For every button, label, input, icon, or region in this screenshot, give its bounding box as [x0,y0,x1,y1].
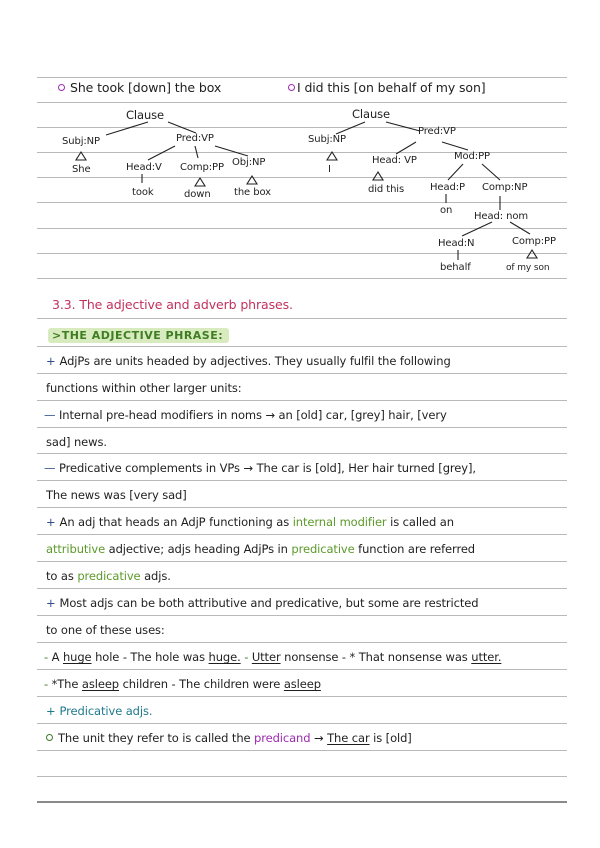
dash-icon: — [44,461,59,475]
note-d2a: — Predicative complements in VPs → The car is [old], Her hair turned [grey], [44,461,476,475]
note-p5: The unit they refer to is called the predicand → The car is [old] [46,731,412,745]
tree2-head-nom: Head: nom [474,211,528,222]
tree1-comp-pp: Comp:PP [180,162,224,173]
note-p1a: + AdjPs are units headed by adjectives. They usually fulfil the following [46,354,451,368]
section-subtitle: >THE ADJECTIVE PHRASE: [48,324,229,343]
note-d2b: The news was [very sad] [46,488,187,502]
tree2-on: on [440,205,453,216]
note-p2-line1: + An adj that heads an AdjP functioning as internal modifier is called an [46,515,454,529]
plus-icon: + [46,354,56,368]
tree2-head-p: Head:P [430,182,465,193]
note-p4: + Predicative adjs. [46,704,153,718]
note-p2-line3: to as predicative adjs. [46,569,171,583]
section-title: 3.3. The adjective and adverb phrases. [52,297,293,312]
tree1-took: took [132,187,154,198]
dash-icon: - [244,650,252,664]
tree1-she: She [72,164,91,175]
tree2-clause: Clause [352,107,391,121]
tree2-title: I did this [on behalf of my son] [288,80,486,95]
tree1-head-v: Head:V [126,162,162,173]
plus-icon: + [46,596,56,610]
tree2-subj: Subj:NP [308,134,346,145]
tree1-down: down [184,189,211,200]
tree1-pred: Pred:VP [176,133,214,144]
tree2-of-my-son: of my son [506,263,550,273]
dash-icon: - [44,677,52,691]
note-d1b: sad] news. [46,435,107,449]
tree1-subj: Subj:NP [62,136,100,147]
tree2-comp-np: Comp:NP [482,182,528,193]
tree2-head-vp: Head: VP [372,155,417,166]
plus-icon: + [46,515,56,529]
tree2-pred: Pred:VP [418,126,456,137]
dash-icon: — [44,408,59,422]
note-p2-line2: attributive adjective; adjs heading AdjPs in predicative function are referred [46,542,476,556]
plus-icon: + [46,704,56,718]
tree1-obj-np: Obj:NP [232,157,266,168]
note-p1b: functions within other larger units: [46,381,242,395]
tree2-comp-pp: Comp:PP [512,236,556,247]
bullet-circle-icon [46,734,53,741]
tree1-clause: Clause [126,108,165,122]
note-p3a: + Most adjs can be both attributive and predicative, but some are restricted [46,596,479,610]
tree2-did-this: did this [368,184,405,195]
tree2-mod-pp: Mod:PP [454,151,490,162]
note-example1: - A huge hole - The hole was huge. - Utter nonsense - * That nonsense was utter. [44,650,502,664]
tree1-the-box: the box [234,187,271,198]
bullet-circle-icon [288,84,295,91]
tree2-i: I [328,164,331,175]
note-example2: - *The asleep children - The children were asleep [44,677,321,691]
note-d1a: — Internal pre-head modifiers in noms → an [old] car, [grey] hair, [very [44,408,447,422]
dash-icon: - [44,650,52,664]
tree2-behalf: behalf [440,262,471,273]
tree2-head-n: Head:N [438,238,475,249]
note-p3b: to one of these uses: [46,623,165,637]
tree1-title: She took [down] the box [58,80,221,95]
bullet-circle-icon [58,84,65,91]
